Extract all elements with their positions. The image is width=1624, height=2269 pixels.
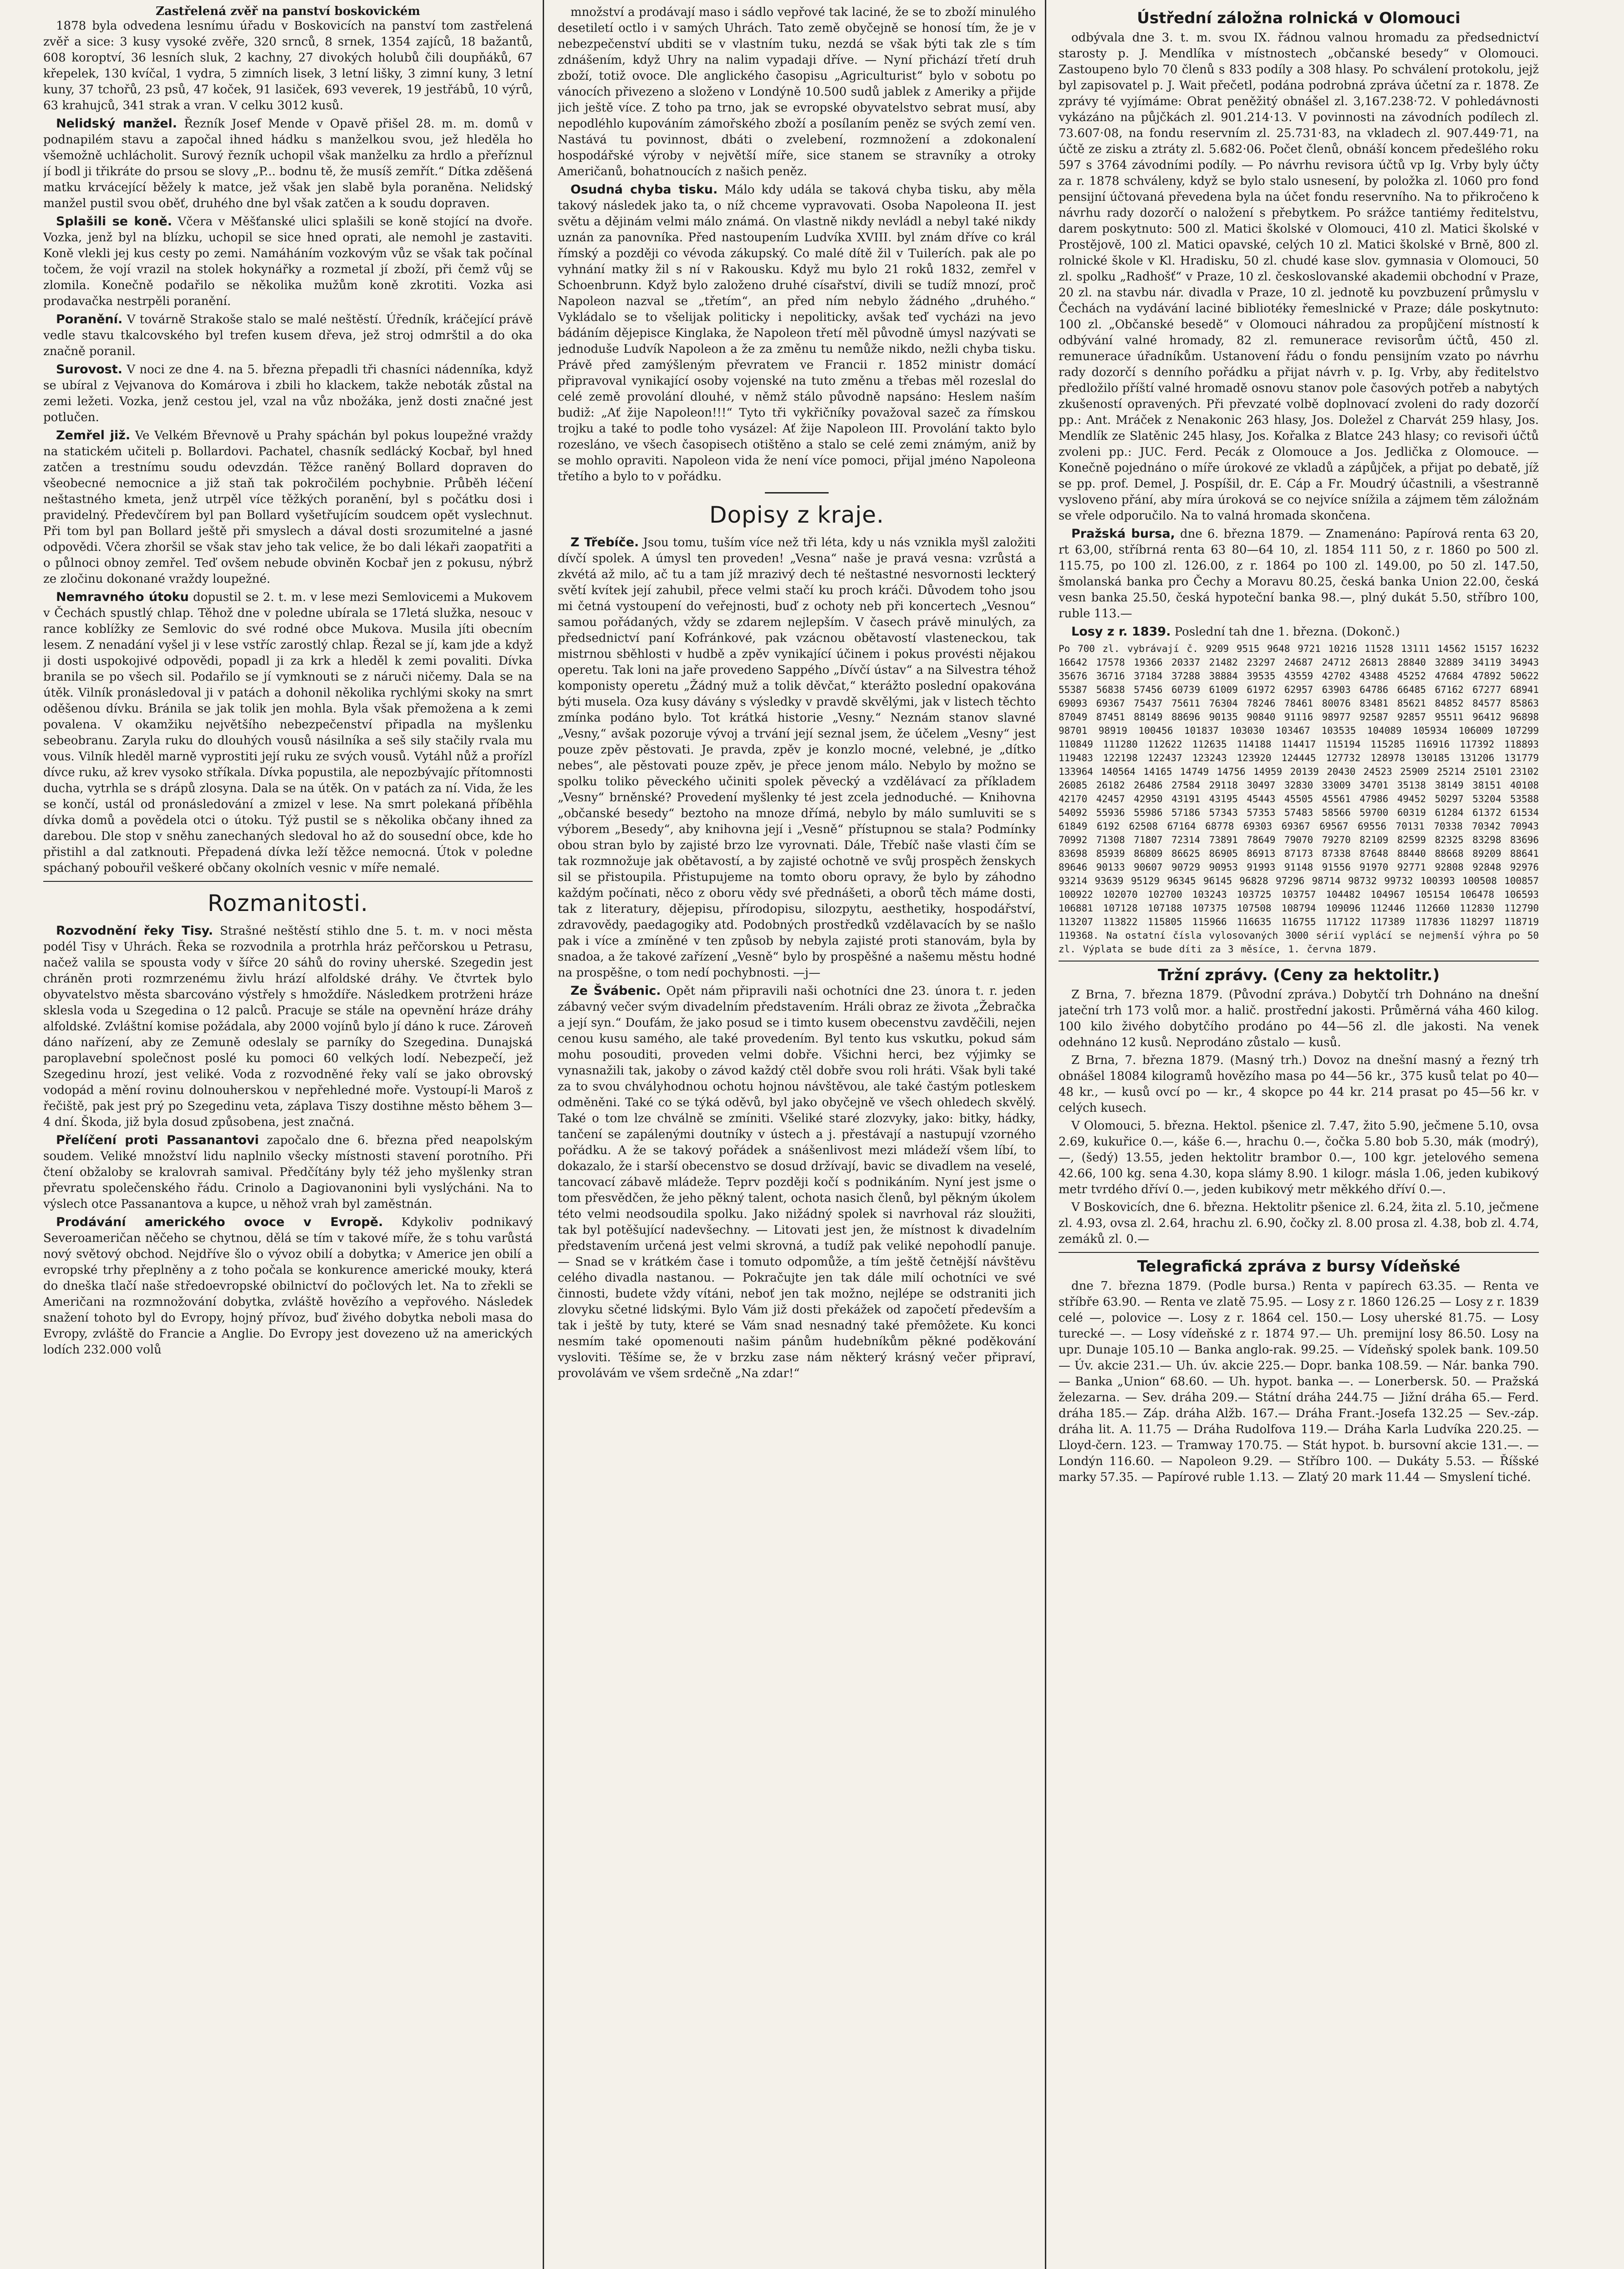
article-american-fruit [43,1214,533,1358]
article-body: V noci ze dne 4. na 5. března přepadli tři chasníci nádenníka, když se ubíral z Vejvanova do Komárova i zbili ho klackem, takže neboták zůstal na zemi ležeti. Vozka, jenž cestou jel, vzal na vůz nbožáka, jenž dosti značné jest potlučen. [43,363,533,424]
column-right [1059,5,1539,2269]
article-inhuman-husband [43,116,533,212]
article-heading: Rozvodnění řeky Tisy. [56,924,214,938]
article-prague-exchange [1059,526,1539,622]
article-printing-error [558,182,1036,485]
article-injury [43,311,533,360]
article-vienna-exchange: dne 7. března 1879. (Podle bursa.) Renta v papírech 63.35. — Renta ve stříbře 63.90. — Renta ve zlatě 75.95. — Losy z r. 1860 126.25 — Losy z r. 1839 celé —, polovice —. Losy z r. 1864 cel. 150.— Losy uherské 81.75. — Losy turecké —. — Losy vídeňské z r. 1874 97.— Uh. premijní losy 86.50. Losy na upr. Dunaje 105.10 — Banka anglo-rak. 99.25. — Vídeňský spolek bank. 109.50 — Úv. akcie 231.— Uh. úv. akcie 225.— Dopr. banka 108.59. — Nár. banka 790.— Banka „Union“ 68.60. — Uh. hypot. banka —. — Lonerbersk. 50. — Pražská železarna. — Sev. dráha 209.— Státní dráha 244.75 — Jižní dráha 65.— Ferd. dráha 185.— Záp. dráha Alžb. 167.— Dráha Frant.-Josefa 132.25 — Sev.-záp. dráha lit. A. 11.75 — Dráha Rudolfova 119.— Dráha Karla Ludvíka 220.25. — Lloyd-čern. 123. — Tramway 170.75. — Stát hypot. b. bursovní akcie 131.—. — Londýn 116.60. — Napoleon 9.29. — Stříbro 100. — Dukáty 5.53. — Říšské marky 57.35. — Papírové ruble 1.13. — Zlatý 20 mark 11.44 — Smyslení tiché. [1059,1279,1539,1484]
article-heading: Osudná chyba tisku. [570,183,718,197]
column-rule-right [1045,0,1046,2269]
article-american-fruit-continued: množství a prodávají maso i sádlo vepřové tak laciné, že se to zboží minulého desetiletí octlo i v samých Uhrách. Tato země obyčejně se honosí tím, že je v nebezpečenství ubditi se v vlastním tuku, nezdá se však býti tak zle s tím zdnášením, když Uhry na nalim vypadaji dříve. — Nyní přichází třetí druh zboží, totiž ovoce. Dle anglického časopisu „Agriculturist“ bylo v sobotu po vánocích přivezeno a složeno v Londýně 10.500 sudů jablek z Ameriky a přijde jich ještě více. Z toho pa trno, jak se evropské obyvatelstvo sebrat musí, aby nepodléhlo kupováním zámořského zboží a posílaním peněz se svých zemí ven. Nastává tu povinnost, dbáti o zvelebení, rozmnožení a zdokonalení hospodářské výroby v největší míře, sice stanem se stravníky a otroky Američanů, bohatnoucích z našich peněz. [558,5,1036,178]
market-olomouc: V Olomouci, 5. března. Hektol. pšenice zl. 7.47, žito 5.90, ječmene 5.10, ovsa 2.69, kukuřice 0.—, káše 6.—, hrachu 0.—, čočka 5.80 bob 5.30, mák (modrý),—, (šedý) 13.55, jeden hektolitr brambor 0.—, 100 kgr. jetelového semena 42.66, 100 kg. sena 4.30, kopa slámy 8.90. 1 kilogr. másla 1.06, jeden kubikový metr tvrdého dříví 0.—, jeden kubikový metr měkkého dříví 0.—. [1059,1119,1539,1196]
heading-market-reports: Tržní zprávy. (Ceny za hektolitr.) [1157,966,1440,984]
article-body: započalo dne 6. března před neapolským soudem. Veliké množství lidu naplnilo všecky místnosti stavení porotního. Při čtení obžaloby se kralovrah samival. Předčítány byly též jeho myšlenky stran převratu společenského řádu. Crinolo a Dagiovanonini byli vyslýcháni. Na to výslech otce Passanantova a kupce, u něhož vrah byl zaměstnán. [43,1134,533,1211]
article-heading: Nemravného útoku [56,590,189,604]
article-body: Řezník Josef Mende v Opavě přišel 28. m. m. domů v podnapilém stavu a započal ihned hádku s manželkou svou, jež hleděla ho všemožně uchlácholit. Surový řezník uchopil však manželku za hrdlo a přeříznul jí bodl ji třikráte do prsou se slovy „P... bodnu tě, že musíš zemřít.“ Dítka zděšená matku krvácející běžely k matce, jež však jen slabě byla poraněna. Nelidský manžel pustil svou oběť, druhého dne byl však zatčen a k soudu dopraven. [43,117,533,210]
article-body: Poslední tah dne 1. března. (Dokonč.) [1174,625,1400,639]
article-body: Opět nám připravili naši ochotníci dne 23. února t. r. jeden zábavný večer svým divadelním představením. Hráli obraz ze života „Žebračka a její syn.“ Doufám, že jako posud se i timto kusem obecenstvu zavděčili, nejen cenou kusu samého, ale také provedením. Byl tento kus vskutku, pokud sám mohu posouditi, proveden velmi dobře. Všichni herci, bez výjimky se vynasnažili tak, jakoby o závod každý ctěl dobře svou roli hráti. Však byli také za to svou chvályhodnou ochotu hojnou návštěvou, ale také častým potleskem odměněni. Také co se týká oděvů, byl jako obyčejně ve všech ohledech skvělý. Také o tom lze chválně se zmíniti. Všeliké staré zlozvyky, jako: bitky, hádky, tančení se zapálenými doutníky v ústech a j. přestávají a nastupují vzorného pořádku. A že se takový pořádek a snášenlivost mezi mládeží všem líbí, to dokazalo, že i starší obecenstvo se dosud držívají, bavic se divadlem na veselé, tancovací zábavě mládeže. Teprv později kočí s podnikáním. Nyní jest jsme o tom přesvědčen, že jeho pěkný talent, ochota nasich členů, byl pěkným úkolem této velmi neodsoudila spolku. Jako nižádný spolek si navrhoval ráz sloužiti, tak byl potěšující nadevšechny. — Litovati jest jen, že místnost k divadelním představením určená jest velmi skrovná, a tudíž pak veliké nepohodlí panuje. — Snad se v krátkém čase i tomuto odpomůže, a tím ještě četnější návštěvu celého divadla nastanou. — Pokračujte jen tak dále milí ochotníci ve své činnosti, budete vždy vítáni, neboť jen tak možno, nejlépe se odstraniti jich zlovyku sčetné lidskými. Bylo Vám již dosti překážek od započetí především a tak i ještě by tuty, které se Vám snad nesnadný také přemôžete. Ku konci nesmím také opomenouti našim pánům hudebníkům pěkné poděkování vysloviti. Těšíme se, že v brzku zase nám některý krásný večer připraví, provolávám ve všem srdečně „Na zdar!“ [558,984,1036,1380]
market-boskovice: V Boskovicích, dne 6. března. Hektolitr pšenice zl. 6.24, žita zl. 5.10, ječmene zl. 4.93, ovsa zl. 2.64, hrachu zl. 6.90, čočky zl. 8.00 prosa zl. 4.38, bob zl. 4.74, zemáků zl. 0.— [1059,1201,1539,1246]
article-body: Strašné neštěstí stihlo dne 5. t. m. v noci města podél Tisy v Uhrách. Řeka se rozvodnila a protrhla hráz peřčorskou u Petrasu, načež valila se spousta vody v šířce 20 sáhů do roviny uherské. Szegedin jest chráněn proti rozmrzenému živlu hrází alfoldské dráhy. Ve čtvrtek bylo obyvatelstvo města sbarcováno výstřely s hmoždíře. Následkem protrženi hráze sklesla voda u Szegedina o 12 palců. Pracuje se stále na opevnění hráze dráhy alfoldské. Zvláštní komise požádala, aby 2000 vojínů bylo jí dáno k ruce. Zároveň dáno nařízení, aby ze Zemuně odeslaly se parníky do Szegedina. Dunajská paroplavební společnost poslé ku pomoci 60 velkých lodí. Nebezpečí, jež Szegedinu hrozí, jest veliké. Voda z rozvodněné řeky valí se jako obrovský vodopád a mění rovinu dolnouherskou v nepřehledné moře. Vystoupí-li Maroš z řečiště, pak jest prý po Szegedinu veta, záplava Tiszy dostihne město během 3—4 dní. Škoda, již byla dosud způsobena, jest značná. [43,924,533,1129]
column-middle [558,5,1036,2269]
section-title-miscellany: Rozmanitosti. [208,890,368,916]
article-savings-bank: odbývala dne 3. t. m. svou IX. řádnou valnou hromadu za předsednictví starosty p. J. Mendlíka v místnostech „občanské besedy“ v Olomouci. Zastoupeno bylo 70 členů s 833 podíly a 308 hlasy. Po schválení protokolu, jejž byl zapisovatel p. J. Wait přečetl, podána podrobná zpráva účetní za r. 1878. Ze zprávy té vyjímáme: Obrat peněžitý obnášel zl. 3,167.238·72. V pohledávnosti vykázáno na půjčkách zl. 901.214·13. V povinnosti na závodních podílech zl. 73.607·08, na fondu reservním zl. 25.731·83, na vkladech zl. 907.449·71, na účtě ze zisku a ztráty zl. 5.682·06. Počet členů, obnáší koncem předešlého roku 597 s 3764 závodními podíly. — Po návrhu revisora účtů vp Ig. Vrby byly účty za r. 1878 schváleny, když se bylo stalo usnesení, by položka zl. 1060 pro fond pensijní účtovaná převedena byla na účet fondu reservního. Na to přikročeno k návrhu rady dozorčí o naložení s přebytkem. Po srážce tantiémy ředitelstvu, darem poskytnuto: 500 zl. Matici školské v Olomouci, 410 zl. Matici školské v Prostějově, 100 zl. Matici opavské, celých 10 zl. Matici školské v Brně, 800 zl. rolnické škole v Kl. Hradisku, 50 zl. chudé kase slov. gymnasia v Olomouci, 50 zl. spolku „Radhošť“ v Praze, 10 zl. českoslovanské akademii obchodní v Praze, 20 zl. na stavbu nár. divadla v Praze, 10 zl. jednotě ku povzbuzení průmyslu v Čechách na vydávání laciné bibliotéky řemeslnické v Praze; dále poskytnuto: 100 zl. „Občanské besedě“ v Olomouci náhradou za propůjčení místností k odbývání valné hromady, 82 zl. remunerace revisorům účtů, 450 zl. remunerace úřadníkům. Ustanovení řádu o fondu pensijním vzato po návrhu rady dozorčí s denního pořádku a přijat návrh v. p. Ig. Vrby, aby ředitelstvo předložilo příští valné hromadě osnovu stanov pole časových potřeb a nabytých zkušeností opravených. Při převzaté volbě doplnovací zvoleni do rady dozorčí pp.: Ant. Mráček z Nenakonic 263 hlasy, Jos. Doležel z Charvát 259 hlasy, Jos. Mendlík ze Slatěnic 245 hlasy, Jos. Kořalka z Blatce 243 hlasy; co revisoři účtů zvoleni pp.: JUC. Ferd. Pecák z Olomouce a Jos. Jedlička z Olomouce. — Konečně pojednáno o míře úrokové ze vkladů a zápůjček, a přijat po debatě, jíž se pp. prof. Demel, J. Pospíšil, dr. E. Cáp a Fr. Moudrý účastnili, a všestranně vysloveno přání, aby míra úroková se co nejvíce snížila a zájmem těm záložnám se vřele odporučilo. Na to valná hromada skončena. [1059,31,1539,523]
article-shot-game: 1878 byla odvedena lesnímu úřadu v Boskovicích na panství tom zastřelená zvěř a sice: 3 kusy vysoké zvěře, 320 srnců, 8 srnek, 1354 zajíců, 18 bažantů, 608 koroptví, 36 lesních sluk, 2 kachny, 27 divokých holubů čili doupňáků, 67 křepelek, 130 kvíčal, 1 vydra, 5 zimních lisek, 3 letní lišky, 3 zimní kuny, 3 letní kuny, 37 tchořů, 23 psů, 47 koček, 91 lasiček, 693 veverek, 19 jestřábů, 10 výrů, 63 krahujců, 341 strak a vran. V celku 3012 kusů. [43,19,533,112]
article-heading: Zemřel již. [56,428,131,443]
article-body: Jsou tomu, tuším více než tři léta, kdy u nás vznikla myšl založiti dívčí spolek. A úmysl ten proveden! „Vesna“ naše je pravá vesna: vzrůstá a zkvétá až milo, ač tu a tam jíž mrazivý dech té neštastné nesvornosti leckterý světí kvítek její zahubil, přece velmi stačí ku proch kráči. Důvodem toho jsou mi četná vystoupení do veřejnosti, buď z ochoty neb při koncertech „Vesnou“ samou pořádaných, vždy se zdarem nejlepším. V časech právě minulých, za předsednictví paní Kofránkové, pak vzácnou obětavostí vlasteneckou, tak mistrnou sběhlosti v hudbě a zpěv vynikající účinem i pokus provésti nějakou operetu. Tak loni na jaře provedeno Sappého „Dívčí ústav“ a na Silvestra téhož komponisty operetu „Žádný muž a tolik děvčat,“ kterážto poslední opakována býti musela. Oza kusy dávány s výsledky v pravdě skvělými, jak v listech těchto zmínka podáno bylo. Tot krátká historie „Vesny.“ Neznám stanov slavné „Vesny,“ avšak pozoruje vývoj a trvání její seznal jsem, že účelem „Vesny“ jest pouze zpěv pěstovati. Je pravda, zpěv je konzlo mocné, velebné, je „dítko nebes“, ale pěstovati pouze zpěv, je přece jenom málo. Nebylo by možno se spolku toliko pěveckého učiniti spolek pěvecký a vzdělávací za příkladem „Vesny“ brněnské? Provedení myšlenky té jest zcela jednoduché. — Knihovna „občanské besedy“ beztoho na mnoze dřímá, nebylo by málo sumluviti se s výborem „Besedy“, aby knihovna její i „Vesně“ přístupnou se stala? Podmínky obou stran bylo by zajisté brzo lze vyrovnati. Dále, Třebíč naše vlasti čím se tak rozmnožuje jak obětavostí, a by zajisté ochotně ve svůj prospěch ženskych sil se přistoupila. Přistupujeme na tomto oboru opravy, že bylo by záhodno každým počínati, něco z oboru vědy své přednášeti, a oborů těch máme dosti, tak z literatury, dějepisu, přírodopisu, silozpytu, aesthetiky, hospodářství, zdravovědy, paedagogiky atd. Podobných prostředků vzdělavacích by se našlo pak i více a zmíněné v ten způsob by nebyla zajisté proti stanovám, byla by snadoa, a že takové zařízení „Vesně“ bylo by prospěšné a našemu městu hodné na prospěšne, o tom nedí pochybnosti. —j— [558,536,1036,980]
lottery-numbers: Po 700 zl. vybrávají č. 9209 9515 9648 9721 10216 11528 13111 14562 15157 16232 16642 17578 19366 20337 21482 23297 24687 24712 26813 28840 32889 34119 34943 35676 36716 37184 37288 38884 39535 43559 42702 43488 45252 47684 47892 50622 55387 56838 57456 60739 61009 61972 62957 63903 64786 66485 67162 67277 68941 69093 69367 75437 75611 76304 78246 78461 80076 83481 85621 84852 84577 85863 87049 87451 88149 88696 90135 90840 91116 98977 92587 92857 95511 96412 96898 98701 98919 100456 101837 103030 103467 103535 104089 105934 106009 107299 110849 111280 112622 112635 114188 114417 115194 115285 116916 117392 118893 119483 122198 122437 123243 123920 124445 127732 128978 130185 131206 131779 133964 140564 14165 14749 14756 14959 20139 20430 24523 25909 25214 25101 23102 26085 26182 26486 27584 29118 30497 32830 33009 34701 35138 38149 38151 40108 42170 42457 42950 43191 43195 45443 45505 45561 47986 49452 50297 53204 53588 54092 55936 55986 57186 57343 57353 57483 58566 59700 60319 61284 61372 61534 61849 6192 62508 67164 68778 69303 69367 69567 69556 70131 70338 70342 70943 70992 71308 71807 72314 73891 78649 79070 79270 82109 82599 82325 83298 83696 83698 85939 86809 86625 86905 86913 87173 87338 87648 88440 88668 89209 88641 89646 90133 90607 90729 90953 91993 91148 91556 91970 92771 92808 92848 92976 93214 93639 95129 96345 96145 96828 97296 98714 98732 99732 100393 100508 100857 100922 102070 102700 103243 103725 103757 104482 104967 105154 106478 106593 106881 107128 107188 107375 107508 108794 109096 112446 112660 112830 112790 113207 113822 115805 115966 116635 116755 117122 117389 117836 118297 118719 119368. Na ostatní čísla vylosovaných 3000 sérií vyplácí se nejmenší výhra po 50 zl. Výplata se bude díti za 3 měsíce, 1. června 1879. [1059,643,1539,955]
article-body: Kdykoliv podnikavý Severoameričan něčeho se chytnou, dělá se tím v takové míře, že s tohu varůstá nový světový obchod. Nejdříve šlo o vývoz obilí a dobytka; v Americe jen obilí a evropské trhy přeplněny a z toho počala se konkurence americké mouky, která do dneška tlačí naše středoevropské obilnictví do počlových let. Na to zřekli se Američani na rozmnožování dobytka, zvláště hovězího a vepřového. Následek snažení tohoto byl do Evropy, hojný přívoz, buď živého dobytka neboli masa do Evropy, zvláště do Francie a Anglie. Do Evropy jest dovezeno už na amerických lodích 232.000 volů [43,1216,533,1357]
article-body: dne 6. března 1879. — Znamenáno: Papírová renta 63 20, rt 63,00, stříbrná renta 63 80—64 10, zl. 1854 111 50, z r. 1860 po 500 zl. 115.75, po 100 zl. 126.00, z r. 1864 po 100 zl. 149.00, po 50 zl. 147.50, šmolanská banka pro Čechy a Moravu 80.25, česká banka Union 22.00, česká vesn banka 25.50, česká hypoteční banka 98.—, plný dukát 5.50, stříbro 100, ruble 113.— [1059,527,1539,621]
article-assault [43,589,533,876]
article-heading: Prodávání amerického ovoce v Evropě. [56,1215,383,1229]
section-title-regional-letters: Dopisy z kraje. [709,502,885,528]
article-passanante-trial [43,1132,533,1212]
article-lottery-header [1059,624,1539,640]
cut-heading-fragment: Zastřelená zvěř na panství boskovickém [156,5,420,18]
heading-vienna-telegraph: Telegrafická zpráva z bursy Vídeňské [1137,1257,1461,1276]
section-divider [1059,961,1539,962]
heading-savings-bank: Ústřední záložna rolnická v Olomouci [1137,9,1461,27]
market-brno-meat: Z Brna, 7. března 1879. (Masný trh.) Dovoz na dnešní masný a řezný trh obnášel 18084 kilogramů hovězího masa po 44—56 kr., 375 kusů telat po 40—48 kr., — kusů ovcí po — kr., 4 skopce po 44 kr. 214 prasat po 45—56 kr. v celých kusech. [1059,1053,1539,1115]
letter-trebic [558,534,1036,981]
article-died [43,427,533,587]
section-divider [1059,1252,1539,1253]
section-divider [43,881,533,882]
article-heading: Přelíčení proti Passanantovi [56,1133,259,1147]
article-heading: Z Třebíče. [570,535,639,549]
article-heading: Ze Švábenic. [570,984,661,998]
article-horses-bolted [43,214,533,310]
letter-svabenice [558,983,1036,1382]
article-heading: Surovost. [56,362,122,376]
article-body: Včera v Měšťanské ulici splašili se koně stojící na dvoře. Vozka, jenž byl na blízku, uchopil se sice hned oprati, ale nemohl je zastaviti. Koně vlekli jej kus cesty po zemi. Namáháním vozkovým vůz se však tak počínal točem, že vojí vrazil na stolek hokynářky a rozmetal jí zboží, při čemž vůj se zlomila. Konečně podařilo se několika mužům koně zkrotiti. Vozka asi prodavačka nestrpěli poranění. [43,215,533,308]
article-heading: Pražská bursa, [1071,527,1175,541]
article-body: dopustil se 2. t. m. v lese mezi Semlovicemi a Mukovem v Čechách spustlý chlap. Těhož dne v poledne ubírala se 17letá služka, nesouc v rance koblížky ze Semlovic do své rodné obce Mukova. Musila jíti obecním lesem. Z nenadání vyšel ji v lese vstříc zarostlý chlap. Řezal se jí, kam jde a když ji dosti uspokojivé odpovědi, popadl ji za krk a hleděl k zemi povaliti. Dívka branila se po všech sil. Podařilo se jí vymknouti se z náruči ničemy. Dala se na útěk. Vilník pronásledoval ji v patách a dohonil několika rychlými skoky na smrt oděšenou dívku. Bránila se jak tolik jen mohla. Byla však přemožena a k zemi povalena. V okamžiku největšího nebezpečenství připadla na myšlenku sebeobranu. Zaryla ruku do dlouhých vousů násilníka a seš sily stačily rvala mu vous. Vilník hleděl marně vyprostiti její ruku ze svých vousů. Vytáhl nůž a prořízl dívce ruku, až krev vysoko stříkala. Dívka popustila, ale nepozbývajíc přítomnosti ducha, vytrhla se s drápů zlosyna. Dala se na útěk. On v patách za ní. Vida, že les se končí, ustál od pronásledování a zmizel v lese. Na smrt polekaná příběhla dívka domů a povědela otci o útoku. Týž pustil se s několika občany ihned za darebou. Dle stop v sněhu zanechaných sledoval ho až do sousední obce, kde ho přistihl a dal zatknouti. Přepadená dívka leží těžce nemocná. Útok v poledne spáchaný pobouřil veškeré občany okolních vesnic v míře nemalé. [43,590,533,875]
article-heading: Nelidský manžel. [56,117,177,131]
article-heading: Splašili se koně. [56,214,173,229]
article-body: Ve Velkém Břevnově u Prahy spáchán byl pokus loupežné vraždy na statickém učiteli p. Bollardovi. Pachatel, chasník sedlácký Kocbař, byl hned zatčen a trestnímu soudu odevzdán. Těžce raněný Bollard dopraven do všeobecné nemocnice a již staň tak pokročilém pochybnie. Průběh léčení neštastného kmeta, jenž utrpěl více těžkých poranění, byl s počátku dosi i pravidelný. Předevčírem byl pan Bollard vyšetřujícím soudcem opět vyslechnut. Při tom byl pan Bollard ještě při smyslech a dával dosti srozumitelné a jasné odpovědi. Včera zhoršil se však stav jeho tak velice, že bo dali lékaři zaopatřiti a o půlnoci obnoy zemřel. Teď ovšem nebude obviněn Kocbař jen z pokusu, nýbrž ze zločinu dokonané vraždy loupežné. [43,429,533,586]
article-body: V továrně Strakoše stalo se malé neštěstí. Úředník, kráčející právě vedle stavu tkalcovského byl trefen kusem dřeva, jež stroj odmrštil a do oka značně poranil. [43,313,533,358]
article-heading: Poranění. [56,312,123,326]
article-brutality [43,361,533,426]
column-rule-left [543,0,544,2269]
market-brno-cattle: Z Brna, 7. března 1879. (Původní zpráva.) Dobytčí trh Dohnáno na dnešní jateční trh 173 volů mor. a halič. prostřední jakosti. Průměrná váha 460 kilog. 100 kilo živého dobytčího prodáno po 44—56 zl. dle jakosti. Na venek odehnáno 12 kusů. Neprodáno zůstalo — kusů. [1059,988,1539,1049]
column-left [43,5,533,2269]
article-tisa-flood [43,923,533,1130]
article-heading: Losy z r. 1839. [1071,625,1171,639]
section-divider [765,492,829,493]
article-body: Málo kdy udála se taková chyba tisku, aby měla takový následek jako ta, o níž chceme vypravovati. Osoba Napoleona II. jest světu a dějinám velmi málo známá. On vlastně nikdy nevládl a nebyl také nikdy uznán za panovníka. Před nastoupením Ludvíka XVIII. byl znám dříve co král římský a později co vévoda zákupský. Co malé dítě žil v Tuilerích. pak ale po vyhnání matky žil s ní v Rakousku. Když mu bylo 21 roků 1832, zemřel v Schoenbrunn. Když bylo založeno druhé císařství, divili se tudíž mnozí, proč Napoleon nazval se „třetím“, an před ním nebylo žádného „druhého.“ Vykládalo se to všelijak politicky i nepoliticky, avšak teď vycházi na jevo bádáním dějepisce Kinglaka, že Napoleon třetí měl původně úmysl nazývati se jednoduše Ludvík Napoleon a že za změnu tu nemůže nikdo, nežli chyba tisku. Právě před zamýšleným převratem ve Francii r. 1852 ministr domácí připravoval vynikající osoby vojenské na tuto změnu a třebas měl rozeslal do celé země provolání dlouhé, v němž stálo původně napsáno: Heslem naším budiž: „Ať žije Napoleon!!!“ Tyto tři vykřičníky považoval sazeč za římskou trojku a také to podle toho vysázel: Ať žije Napoleon III. Provolání takto bylo rozesláno, ve všech časopisech otištěno a stalo se celé zemi známým, aniž by se mohlo opraviti. Napoleon vida že není více pomoci, přijal jméno Napoleona třetího a bylo to v pořádku. [558,183,1036,483]
